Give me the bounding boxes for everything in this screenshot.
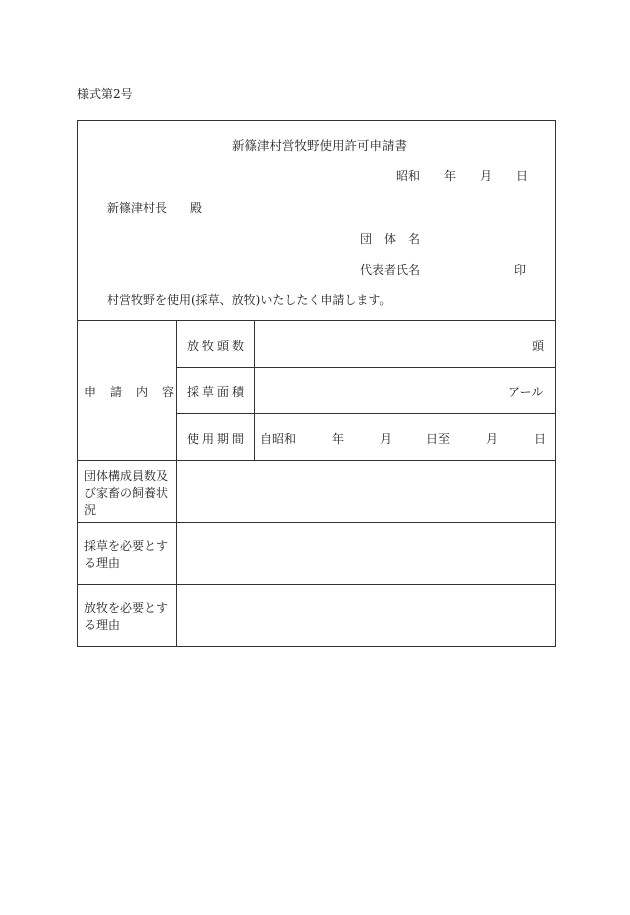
table-divider: [176, 413, 556, 414]
addressee-name: 新篠津村長: [107, 201, 168, 215]
period-from-label: 自昭和: [260, 432, 297, 446]
table-divider: [77, 460, 556, 461]
request-section-label: 申 請 内 容: [84, 385, 176, 399]
unit-are: アール: [508, 385, 544, 399]
date-year: 年: [444, 169, 457, 183]
period-day-to: 日至: [426, 432, 451, 446]
request-sentence: 村営牧野を使用(採草、放牧)いたしたく申請します。: [107, 293, 392, 307]
period-month: 月: [380, 432, 393, 446]
date-day: 日: [516, 169, 529, 183]
row-label-usage-period: 使用期間: [187, 432, 248, 446]
period-year: 年: [332, 432, 345, 446]
row-label-grazing-count: 放牧頭数: [187, 339, 248, 353]
table-divider: [254, 320, 255, 460]
form-title: 新篠津村営牧野使用許可申請書: [232, 138, 408, 153]
seal-label: 印: [514, 263, 527, 277]
period-month-2: 月: [486, 432, 499, 446]
table-divider: [176, 320, 177, 646]
row-label-mowing-reason: 採草を必要とする理由: [84, 539, 169, 570]
row-label-member-livestock: 団体構成員数及び家畜の飼養状況: [84, 469, 169, 517]
addressee-honorific: 殿: [190, 201, 203, 215]
date-month: 月: [480, 169, 493, 183]
representative-label: 代表者氏名: [360, 263, 421, 277]
period-day-2: 日: [534, 432, 547, 446]
row-label-mowing-area: 採草面積: [187, 385, 248, 399]
date-era: 昭和: [396, 169, 421, 183]
row-label-grazing-reason: 放牧を必要とする理由: [84, 601, 169, 632]
table-divider: [176, 367, 556, 368]
form-number: 様式第2号: [77, 87, 133, 101]
unit-head: 頭: [532, 339, 545, 353]
group-name-label: 団 体 名: [360, 232, 421, 246]
table-divider: [77, 584, 556, 585]
table-divider: [77, 320, 556, 321]
table-divider: [77, 522, 556, 523]
